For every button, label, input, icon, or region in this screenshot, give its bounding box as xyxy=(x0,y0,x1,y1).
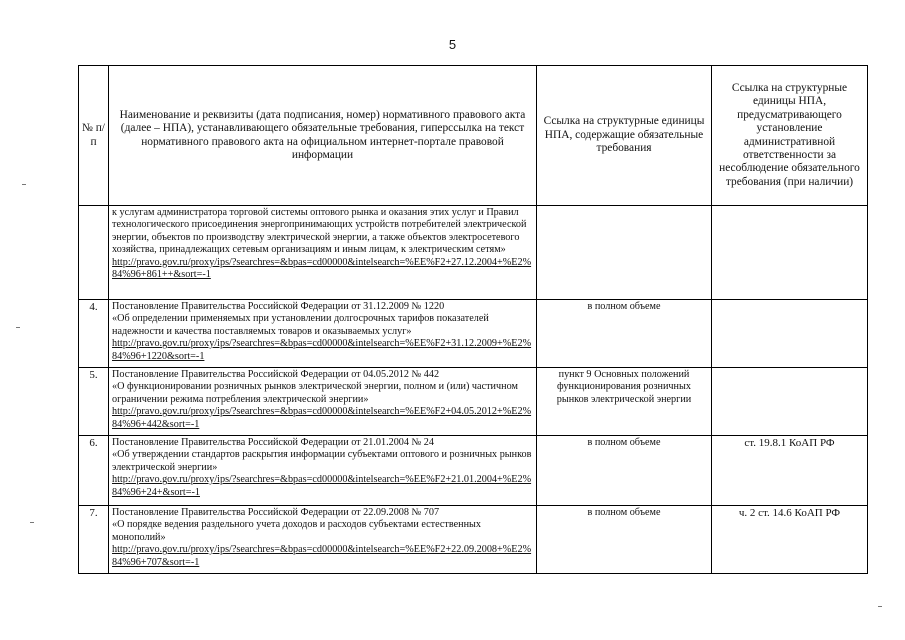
row-ref: в полном объеме xyxy=(537,436,712,506)
act-subtitle: «Об определении применяемых при установлении долгосрочных тарифов показателей надежности и качества поставляемых товаров и оказываемых услуг» xyxy=(112,313,489,337)
row-ref: в полном объеме xyxy=(537,300,712,368)
header-num: № п/п xyxy=(79,66,109,206)
scan-speck xyxy=(30,522,34,523)
act-title: Постановление Правительства Российской Федерации от 22.09.2008 № 707 xyxy=(112,507,440,518)
row-num: 4. xyxy=(79,300,109,368)
act-link[interactable]: http://pravo.gov.ru/proxy/ips/?searchres=&bpas=cd00000&intelsearch=%EE%F2+27.12.2004+%E2%84%96+861++&sort=-1 xyxy=(112,256,532,281)
page-number: 5 xyxy=(448,37,457,52)
header-name: Наименование и реквизиты (дата подписания, номер) нормативного правового акта (далее – НПА), устанавливающего обязательные требования, гиперссылка на текст нормативного правового акта на официальном интернет-портале правовой информации xyxy=(109,66,537,206)
table-row xyxy=(79,506,868,574)
act-link[interactable]: http://pravo.gov.ru/proxy/ips/?searchres=&bpas=cd00000&intelsearch=%EE%F2+21.01.2004+%E2%84%96+24+&sort=-1 xyxy=(112,474,532,498)
table-row xyxy=(79,436,868,506)
row-num: 7. xyxy=(79,506,109,574)
act-link[interactable]: http://pravo.gov.ru/proxy/ips/?searchres=&bpas=cd00000&intelsearch=%EE%F2+04.05.2012+%E2%84%96+442&sort=-1 xyxy=(112,406,532,430)
row-num: 5. xyxy=(79,368,109,436)
scan-speck xyxy=(878,606,882,607)
act-title: Постановление Правительства Российской Федерации от 31.12.2009 № 1220 xyxy=(112,301,445,312)
row-act-cell xyxy=(109,300,537,368)
row-act-cell xyxy=(109,368,537,436)
act-subtitle: «О порядке ведения раздельного учета доходов и расходов субъектами естественных монополий» xyxy=(112,519,481,543)
row-act-cell xyxy=(109,206,537,300)
header-structural-units: Ссылка на структурные единицы НПА, содержащие обязательные требования xyxy=(537,66,712,206)
row-resp: ст. 19.8.1 КоАП РФ xyxy=(712,436,868,506)
row-act-cell xyxy=(109,506,537,574)
act-title: Постановление Правительства Российской Федерации от 21.01.2004 № 24 xyxy=(112,437,434,448)
row-resp xyxy=(712,206,868,300)
row-num: 6. xyxy=(79,436,109,506)
row-resp xyxy=(712,368,868,436)
requirements-table xyxy=(78,65,868,574)
header-liability-units: Ссылка на структурные единицы НПА, предусматривающего установление административной ответственности за несоблюдение обязательного требования (при наличии) xyxy=(712,66,868,206)
table-row-continuation xyxy=(79,206,868,300)
row-act-cell xyxy=(109,436,537,506)
scan-speck xyxy=(16,327,20,328)
table-row xyxy=(79,300,868,368)
act-link[interactable]: http://pravo.gov.ru/proxy/ips/?searchres=&bpas=cd00000&intelsearch=%EE%F2+31.12.2009+%E2%84%96+1220&sort=-1 xyxy=(112,338,532,362)
row-ref xyxy=(537,206,712,300)
scan-speck xyxy=(22,184,26,185)
row-resp xyxy=(712,300,868,368)
row-resp: ч. 2 ст. 14.6 КоАП РФ xyxy=(712,506,868,574)
row-num xyxy=(79,206,109,300)
act-text: к услугам администратора торговой системы оптового рынка и оказания этих услуг и Правил технологического присоединения энергопринимающих устройств потребителей электрической энергии, объектов по производству электрической энергии, а также объектов электросетевого хозяйства, принадлежащих сетевым организациям и иным лицам, к электрическим сетям» xyxy=(112,207,527,256)
row-ref: в полном объеме xyxy=(537,506,712,574)
table-row xyxy=(79,368,868,436)
act-link[interactable]: http://pravo.gov.ru/proxy/ips/?searchres=&bpas=cd00000&intelsearch=%EE%F2+22.09.2008+%E2%84%96+707&sort=-1 xyxy=(112,544,532,568)
act-title: Постановление Правительства Российской Федерации от 04.05.2012 № 442 xyxy=(112,369,440,380)
row-ref: пункт 9 Основных положений функционирования розничных рынков электрической энергии xyxy=(537,368,712,436)
table-header-row xyxy=(79,66,868,206)
act-subtitle: «Об утверждении стандартов раскрытия информации субъектами оптового и розничных рынков электрической энергии» xyxy=(112,449,532,473)
act-subtitle: «О функционировании розничных рынков электрической энергии, полном и (или) частичном ограничении режима потребления электрической энергии» xyxy=(112,381,518,405)
